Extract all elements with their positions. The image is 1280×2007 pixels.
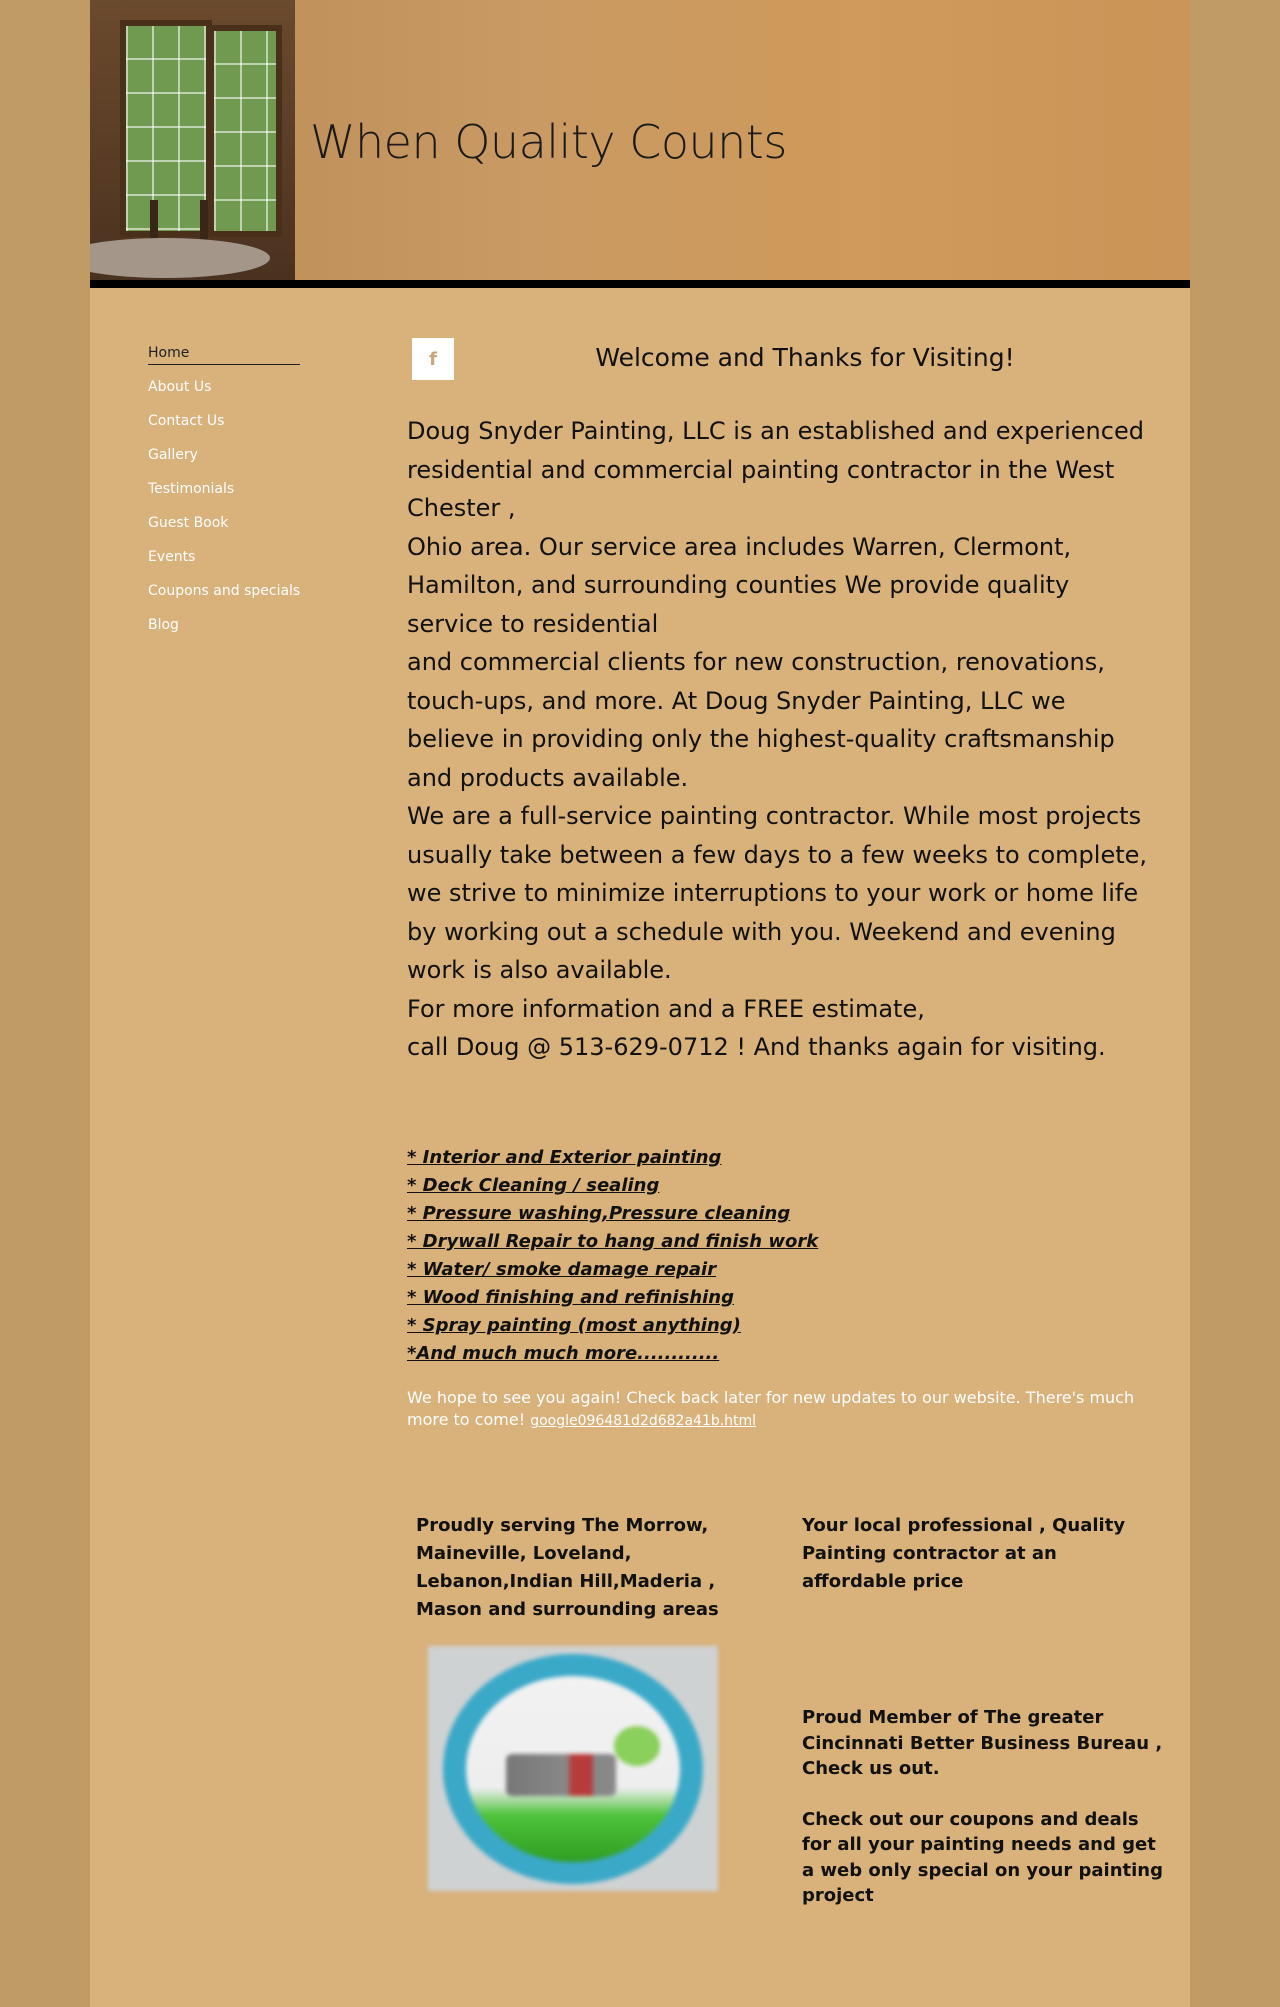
service-item: * Wood finishing and refinishing [407, 1287, 734, 1308]
service-item: * Pressure washing,Pressure cleaning [407, 1203, 791, 1224]
service-item: * Deck Cleaning / sealing [407, 1175, 660, 1196]
page-container [90, 0, 1190, 2007]
intro-paragraph: We are a full-service painting contractor. While most projects usually take between a few days to a few weeks to complete, we strive to minimize interruptions to your work or home life by working out a schedule with you. Weekend and evening work is also available. [407, 802, 1148, 984]
nav-item-blog[interactable]: Blog [148, 617, 179, 633]
banner-divider [90, 280, 1190, 288]
service-area-text: Proudly serving The Morrow, Maineville, Loveland, Lebanon,Indian Hill,Maderia , Mason and surrounding areas [416, 1515, 719, 1620]
promo-text [802, 1705, 1172, 1934]
banner-window-photo [90, 0, 295, 280]
facebook-icon[interactable]: f [412, 338, 454, 380]
intro-paragraph: call Doug @ 513-629-0712 ! And thanks again for visiting. [407, 1033, 1106, 1061]
header-banner [90, 0, 1190, 280]
nav-item-events[interactable]: Events [148, 549, 196, 565]
intro-text [407, 412, 1157, 1067]
update-note [407, 1387, 1157, 1432]
intro-paragraph: Ohio area. Our service area includes Warren, Clermont, Hamilton, and surrounding counties We provide quality service to residential [407, 532, 1072, 638]
site-title: When Quality Counts [310, 115, 787, 169]
nav-item-gallery[interactable]: Gallery [148, 447, 198, 463]
service-item: * Spray painting (most anything) [407, 1315, 741, 1336]
nav-item-contact-us[interactable]: Contact Us [148, 413, 225, 429]
nav-item-testimonials[interactable]: Testimonials [148, 481, 235, 497]
service-item: * Drywall Repair to hang and finish work [407, 1231, 819, 1252]
nav-item-coupons[interactable]: Coupons and specials [148, 583, 301, 599]
tagline-text: Your local professional , Quality Painting contractor at an affordable price [802, 1515, 1126, 1592]
sidebar-nav [148, 340, 308, 646]
nav-item-home[interactable]: Home [148, 340, 308, 374]
services-list [407, 1144, 1107, 1368]
intro-paragraph: and commercial clients for new construction, renovations, touch-ups, and more. At Doug Snyder Painting, LLC we believe in providing only the highest-quality craftsmanship and products available. [407, 648, 1115, 792]
service-item: * Water/ smoke damage repair [407, 1259, 717, 1280]
bbb-logo[interactable] [428, 1646, 718, 1891]
bbb-member-text: Proud Member of The greater Cincinnati Better Business Bureau , Check us out. [802, 1707, 1163, 1779]
nav-item-guest-book[interactable]: Guest Book [148, 515, 229, 531]
intro-paragraph: For more information and a FREE estimate, [407, 994, 925, 1023]
service-item: *And much much more............ [407, 1343, 720, 1364]
google-verification-link[interactable]: google096481d2d682a41b.html [530, 1413, 757, 1429]
intro-paragraph: Doug Snyder Painting, LLC is an established and experienced residential and commercial painting contractor in the West Chester , [407, 417, 1144, 522]
nav-item-about-us[interactable]: About Us [148, 379, 212, 395]
coupons-text: Check out our coupons and deals for all your painting needs and get a web only special on your painting project [802, 1808, 1163, 1906]
update-note-text: We hope to see you again! Check back later for new updates to our website. There's much more to come! [407, 1388, 1135, 1429]
service-item: * Interior and Exterior painting [407, 1147, 722, 1168]
welcome-heading: Welcome and Thanks for Visiting! [595, 343, 1015, 372]
